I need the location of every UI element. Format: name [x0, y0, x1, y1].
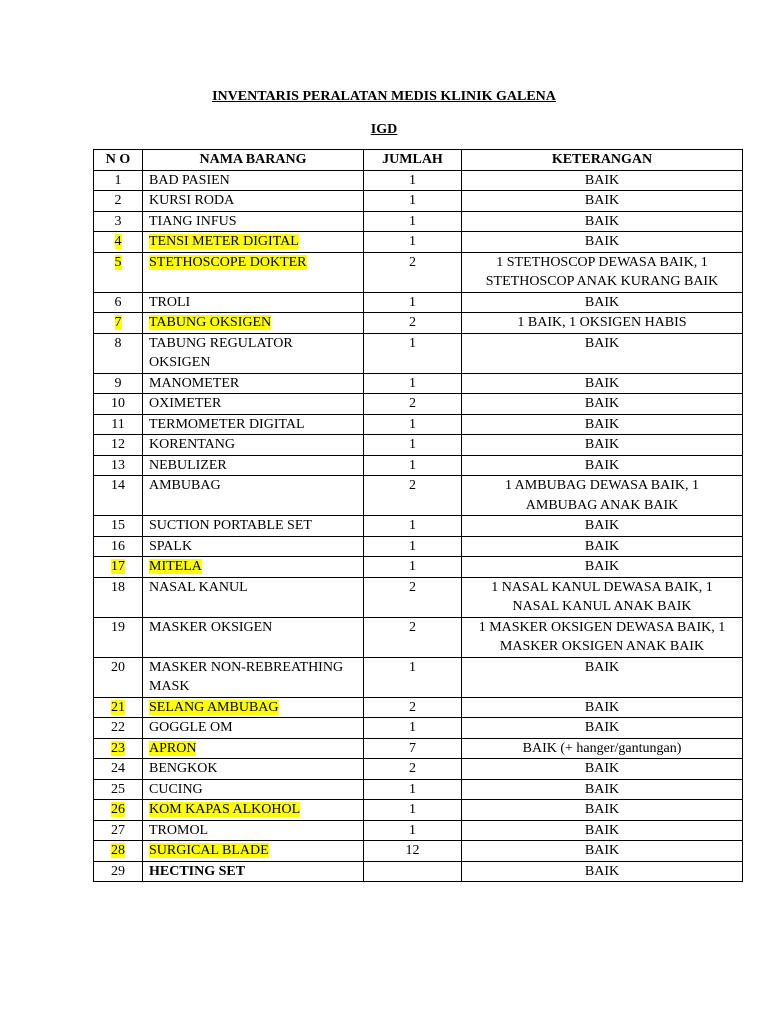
item-quantity-cell [364, 211, 462, 232]
row-number: 2 [114, 193, 122, 208]
item-note: BAIK [584, 843, 620, 858]
item-note-cell [462, 394, 743, 415]
table-row [94, 841, 743, 862]
item-note-cell [462, 435, 743, 456]
item-name: MITELA [149, 559, 202, 574]
row-number-cell [94, 536, 143, 557]
row-number-cell [94, 557, 143, 578]
item-note: BAIK [584, 375, 620, 391]
row-number-cell [94, 577, 143, 617]
item-note-cell [462, 718, 743, 739]
item-note-cell [462, 657, 743, 697]
item-quantity: 1 [409, 335, 416, 351]
table-header-row [94, 150, 743, 171]
item-quantity: 7 [409, 740, 416, 756]
item-quantity-cell [364, 455, 462, 476]
item-note-cell [462, 373, 743, 394]
item-name: MASKER OKSIGEN [149, 619, 273, 635]
item-quantity: 1 [409, 518, 416, 533]
row-number: 16 [111, 538, 125, 554]
item-quantity-cell [364, 820, 462, 841]
item-name: AMBUBAG [149, 478, 221, 493]
table-row [94, 211, 743, 232]
table-row [94, 292, 743, 313]
item-note: BAIK [584, 193, 620, 208]
row-number: 8 [114, 335, 122, 351]
item-name-cell [143, 211, 364, 232]
document-title: INVENTARIS PERALATAN MEDIS KLINIK GALENA [212, 89, 556, 104]
item-note: BAIK [584, 437, 620, 452]
section-title: IGD [370, 122, 398, 137]
item-note-cell [462, 516, 743, 537]
item-note-cell [462, 697, 743, 718]
row-number: 5 [114, 254, 122, 270]
table-row [94, 232, 743, 253]
item-quantity-cell [364, 841, 462, 862]
item-note-cell [462, 232, 743, 253]
item-quantity-cell [364, 373, 462, 394]
row-number-cell [94, 861, 143, 882]
item-note: 1 MASKER OKSIGEN DEWASA BAIK, 1 MASKER OKSIGEN ANAK BAIK [478, 619, 726, 654]
table-body [94, 170, 743, 882]
row-number-cell [94, 170, 143, 191]
item-quantity: 1 [409, 437, 416, 452]
item-name-cell [143, 313, 364, 334]
row-number-cell [94, 435, 143, 456]
item-name-cell [143, 657, 364, 697]
item-note-cell [462, 779, 743, 800]
table-row [94, 313, 743, 334]
item-quantity-cell [364, 170, 462, 191]
row-number: 24 [111, 761, 125, 776]
row-number-cell [94, 841, 143, 862]
item-name-cell [143, 170, 364, 191]
row-number: 19 [111, 619, 125, 635]
item-name: KORENTANG [149, 437, 235, 452]
item-note-cell [462, 313, 743, 334]
item-note-cell [462, 333, 743, 373]
item-note-cell [462, 455, 743, 476]
item-name-cell [143, 252, 364, 292]
item-quantity-cell [364, 232, 462, 253]
item-note-cell [462, 759, 743, 780]
item-quantity: 1 [409, 294, 416, 310]
item-name: TERMOMETER DIGITAL [149, 416, 305, 432]
row-number-cell [94, 455, 143, 476]
row-number: 11 [111, 416, 125, 432]
item-name: KURSI RODA [149, 193, 235, 208]
row-number: 20 [111, 659, 125, 675]
item-name: GOGGLE OM [149, 720, 233, 735]
item-quantity: 1 [409, 781, 416, 797]
item-note-cell [462, 800, 743, 821]
row-number-cell [94, 516, 143, 537]
item-quantity: 1 [409, 172, 416, 188]
item-note: 1 BAIK, 1 OKSIGEN HABIS [517, 315, 687, 330]
item-quantity: 1 [409, 193, 416, 208]
item-quantity: 2 [409, 619, 416, 635]
item-quantity-cell [364, 738, 462, 759]
item-note: BAIK [584, 213, 620, 229]
item-name: MANOMETER [149, 375, 240, 391]
item-name-cell [143, 373, 364, 394]
item-quantity-cell [364, 414, 462, 435]
item-note-cell [462, 820, 743, 841]
row-number: 22 [111, 720, 125, 735]
item-note: BAIK [584, 802, 620, 817]
table-row [94, 252, 743, 292]
item-note: 1 STETHOSCOP DEWASA BAIK, 1 STETHOSCOP ANAK KURANG BAIK [485, 254, 719, 289]
item-name: TABUNG OKSIGEN [149, 315, 272, 330]
item-quantity: 2 [409, 579, 416, 595]
table-row [94, 435, 743, 456]
row-number-cell [94, 476, 143, 516]
row-number-cell [94, 313, 143, 334]
row-number-cell [94, 738, 143, 759]
item-quantity: 1 [409, 375, 416, 391]
item-quantity: 1 [409, 213, 416, 229]
header-note: KETERANGAN [462, 150, 743, 171]
item-name: SURGICAL BLADE [149, 843, 269, 858]
row-number-cell [94, 333, 143, 373]
item-note: BAIK [584, 457, 620, 473]
row-number: 6 [114, 294, 122, 310]
row-number-cell [94, 252, 143, 292]
table-row [94, 536, 743, 557]
item-quantity-cell [364, 476, 462, 516]
row-number-cell [94, 759, 143, 780]
item-name-cell [143, 861, 364, 882]
item-name: OXIMETER [149, 396, 222, 411]
row-number-cell [94, 232, 143, 253]
row-number: 7 [114, 315, 122, 330]
item-name-cell [143, 455, 364, 476]
row-number: 15 [111, 518, 125, 533]
item-quantity-cell [364, 394, 462, 415]
item-note-cell [462, 536, 743, 557]
item-note: BAIK [584, 720, 620, 735]
table-row [94, 455, 743, 476]
row-number-cell [94, 292, 143, 313]
item-name-cell [143, 557, 364, 578]
table-row [94, 820, 743, 841]
item-name: NEBULIZER [149, 457, 227, 473]
row-number: 1 [114, 172, 122, 188]
table-row [94, 577, 743, 617]
table-row [94, 697, 743, 718]
header-qty: JUMLAH [364, 150, 462, 171]
item-note-cell [462, 252, 743, 292]
item-note: BAIK [584, 294, 620, 310]
item-quantity: 1 [409, 720, 416, 735]
table-row [94, 861, 743, 882]
table-row [94, 557, 743, 578]
row-number: 14 [111, 478, 125, 493]
item-note: 1 AMBUBAG DEWASA BAIK, 1 AMBUBAG ANAK BAIK [504, 478, 700, 513]
item-note-cell [462, 170, 743, 191]
item-note: BAIK [584, 416, 620, 432]
item-quantity-cell [364, 697, 462, 718]
item-name-cell [143, 577, 364, 617]
item-quantity: 1 [409, 457, 416, 473]
item-name: TABUNG REGULATOR OKSIGEN [149, 335, 293, 370]
row-number: 29 [111, 863, 125, 879]
header-name: NAMA BARANG [143, 150, 364, 171]
item-note-cell [462, 577, 743, 617]
item-quantity-cell [364, 292, 462, 313]
item-name-cell [143, 536, 364, 557]
item-name-cell [143, 697, 364, 718]
item-quantity: 1 [409, 416, 416, 432]
table-row [94, 779, 743, 800]
table-row [94, 476, 743, 516]
item-name: APRON [149, 740, 197, 756]
item-quantity-cell [364, 252, 462, 292]
item-quantity-cell [364, 779, 462, 800]
item-name-cell [143, 779, 364, 800]
item-quantity: 2 [409, 478, 416, 493]
item-name: SPALK [149, 538, 193, 554]
item-note: BAIK [584, 559, 620, 574]
item-name-cell [143, 516, 364, 537]
row-number: 12 [111, 437, 125, 452]
item-quantity-cell [364, 657, 462, 697]
item-name: KOM KAPAS ALKOHOL [149, 802, 301, 817]
item-quantity-cell [364, 516, 462, 537]
item-quantity: 1 [409, 802, 416, 817]
item-quantity-cell [364, 861, 462, 882]
row-number: 25 [111, 781, 125, 797]
item-quantity: 1 [409, 559, 416, 574]
row-number: 23 [111, 740, 125, 756]
item-note: BAIK [584, 396, 620, 411]
item-note: BAIK [584, 538, 620, 554]
item-name: TIANG INFUS [149, 213, 237, 229]
row-number: 28 [111, 843, 125, 858]
row-number-cell [94, 657, 143, 697]
row-number-cell [94, 211, 143, 232]
item-quantity: 2 [409, 699, 416, 715]
item-note-cell [462, 476, 743, 516]
item-quantity: 1 [409, 822, 416, 838]
item-name-cell [143, 435, 364, 456]
item-note: BAIK [584, 822, 620, 838]
item-note: BAIK [584, 172, 620, 188]
table-row [94, 718, 743, 739]
row-number-cell [94, 800, 143, 821]
item-note-cell [462, 617, 743, 657]
item-name-cell [143, 820, 364, 841]
table-row [94, 759, 743, 780]
row-number-cell [94, 697, 143, 718]
item-quantity-cell [364, 800, 462, 821]
item-quantity-cell [364, 617, 462, 657]
table-row [94, 800, 743, 821]
item-note-cell [462, 841, 743, 862]
item-quantity-cell [364, 435, 462, 456]
row-number-cell [94, 414, 143, 435]
item-name: STETHOSCOPE DOKTER [149, 254, 307, 270]
item-note: BAIK [584, 863, 620, 879]
item-name: SELANG AMBUBAG [149, 699, 279, 715]
row-number: 18 [111, 579, 125, 595]
item-note-cell [462, 861, 743, 882]
table-row [94, 394, 743, 415]
item-name: HECTING SET [149, 863, 246, 879]
row-number: 26 [111, 802, 125, 817]
item-name: TROMOL [149, 822, 209, 838]
item-note: 1 NASAL KANUL DEWASA BAIK, 1 NASAL KANUL ANAK BAIK [491, 579, 713, 614]
item-name: SUCTION PORTABLE SET [149, 518, 312, 533]
inventory-table [93, 149, 743, 882]
item-note: BAIK [584, 761, 620, 776]
row-number-cell [94, 373, 143, 394]
row-number-cell [94, 779, 143, 800]
item-name: BENGKOK [149, 761, 218, 776]
item-note-cell [462, 738, 743, 759]
item-note-cell [462, 191, 743, 212]
item-quantity-cell [364, 557, 462, 578]
row-number-cell [94, 718, 143, 739]
item-note-cell [462, 211, 743, 232]
item-note-cell [462, 414, 743, 435]
item-quantity-cell [364, 718, 462, 739]
table-row [94, 617, 743, 657]
table-row [94, 373, 743, 394]
item-note-cell [462, 292, 743, 313]
item-quantity-cell [364, 536, 462, 557]
item-name-cell [143, 759, 364, 780]
item-name-cell [143, 738, 364, 759]
item-quantity-cell [364, 333, 462, 373]
row-number: 17 [111, 559, 125, 574]
row-number: 13 [111, 457, 125, 473]
item-name-cell [143, 476, 364, 516]
item-name: NASAL KANUL [149, 579, 248, 595]
table-row [94, 516, 743, 537]
item-quantity: 1 [409, 234, 416, 249]
item-quantity: 1 [409, 538, 416, 554]
row-number-cell [94, 191, 143, 212]
item-quantity: 2 [409, 761, 416, 776]
item-quantity-cell [364, 759, 462, 780]
header-no: N O [94, 150, 143, 171]
item-note: BAIK [584, 699, 620, 715]
item-quantity: 1 [409, 659, 416, 675]
item-name: TENSI METER DIGITAL [149, 234, 299, 249]
row-number-cell [94, 394, 143, 415]
item-name-cell [143, 394, 364, 415]
item-note-cell [462, 557, 743, 578]
item-note: BAIK [584, 335, 620, 351]
item-name: BAD PASIEN [149, 172, 230, 188]
item-name-cell [143, 232, 364, 253]
item-name-cell [143, 414, 364, 435]
row-number: 27 [111, 822, 125, 838]
item-name-cell [143, 800, 364, 821]
table-row [94, 414, 743, 435]
table-row [94, 333, 743, 373]
item-name: MASKER NON-REBREATHING MASK [149, 659, 344, 694]
row-number: 21 [111, 699, 125, 715]
item-note: BAIK [584, 781, 620, 797]
item-quantity: 2 [409, 254, 416, 270]
row-number: 4 [114, 234, 122, 249]
table-row [94, 191, 743, 212]
row-number-cell [94, 617, 143, 657]
item-note: BAIK [584, 518, 620, 533]
table-row [94, 657, 743, 697]
item-name-cell [143, 333, 364, 373]
item-quantity: 12 [405, 843, 420, 858]
item-name: TROLI [149, 294, 191, 310]
item-name-cell [143, 841, 364, 862]
row-number: 10 [111, 396, 125, 411]
item-quantity-cell [364, 313, 462, 334]
item-name: CUCING [149, 781, 203, 797]
item-name-cell [143, 292, 364, 313]
table-row [94, 738, 743, 759]
item-note: BAIK [584, 234, 620, 249]
table-row [94, 170, 743, 191]
item-quantity-cell [364, 191, 462, 212]
item-quantity: 2 [409, 396, 416, 411]
item-name-cell [143, 718, 364, 739]
row-number: 3 [114, 213, 122, 229]
item-note: BAIK [584, 659, 620, 675]
row-number: 9 [114, 375, 122, 391]
item-name-cell [143, 617, 364, 657]
item-name-cell [143, 191, 364, 212]
item-quantity: 2 [409, 315, 416, 330]
row-number-cell [94, 820, 143, 841]
item-quantity-cell [364, 577, 462, 617]
item-note: BAIK (+ hanger/gantungan) [522, 740, 682, 756]
